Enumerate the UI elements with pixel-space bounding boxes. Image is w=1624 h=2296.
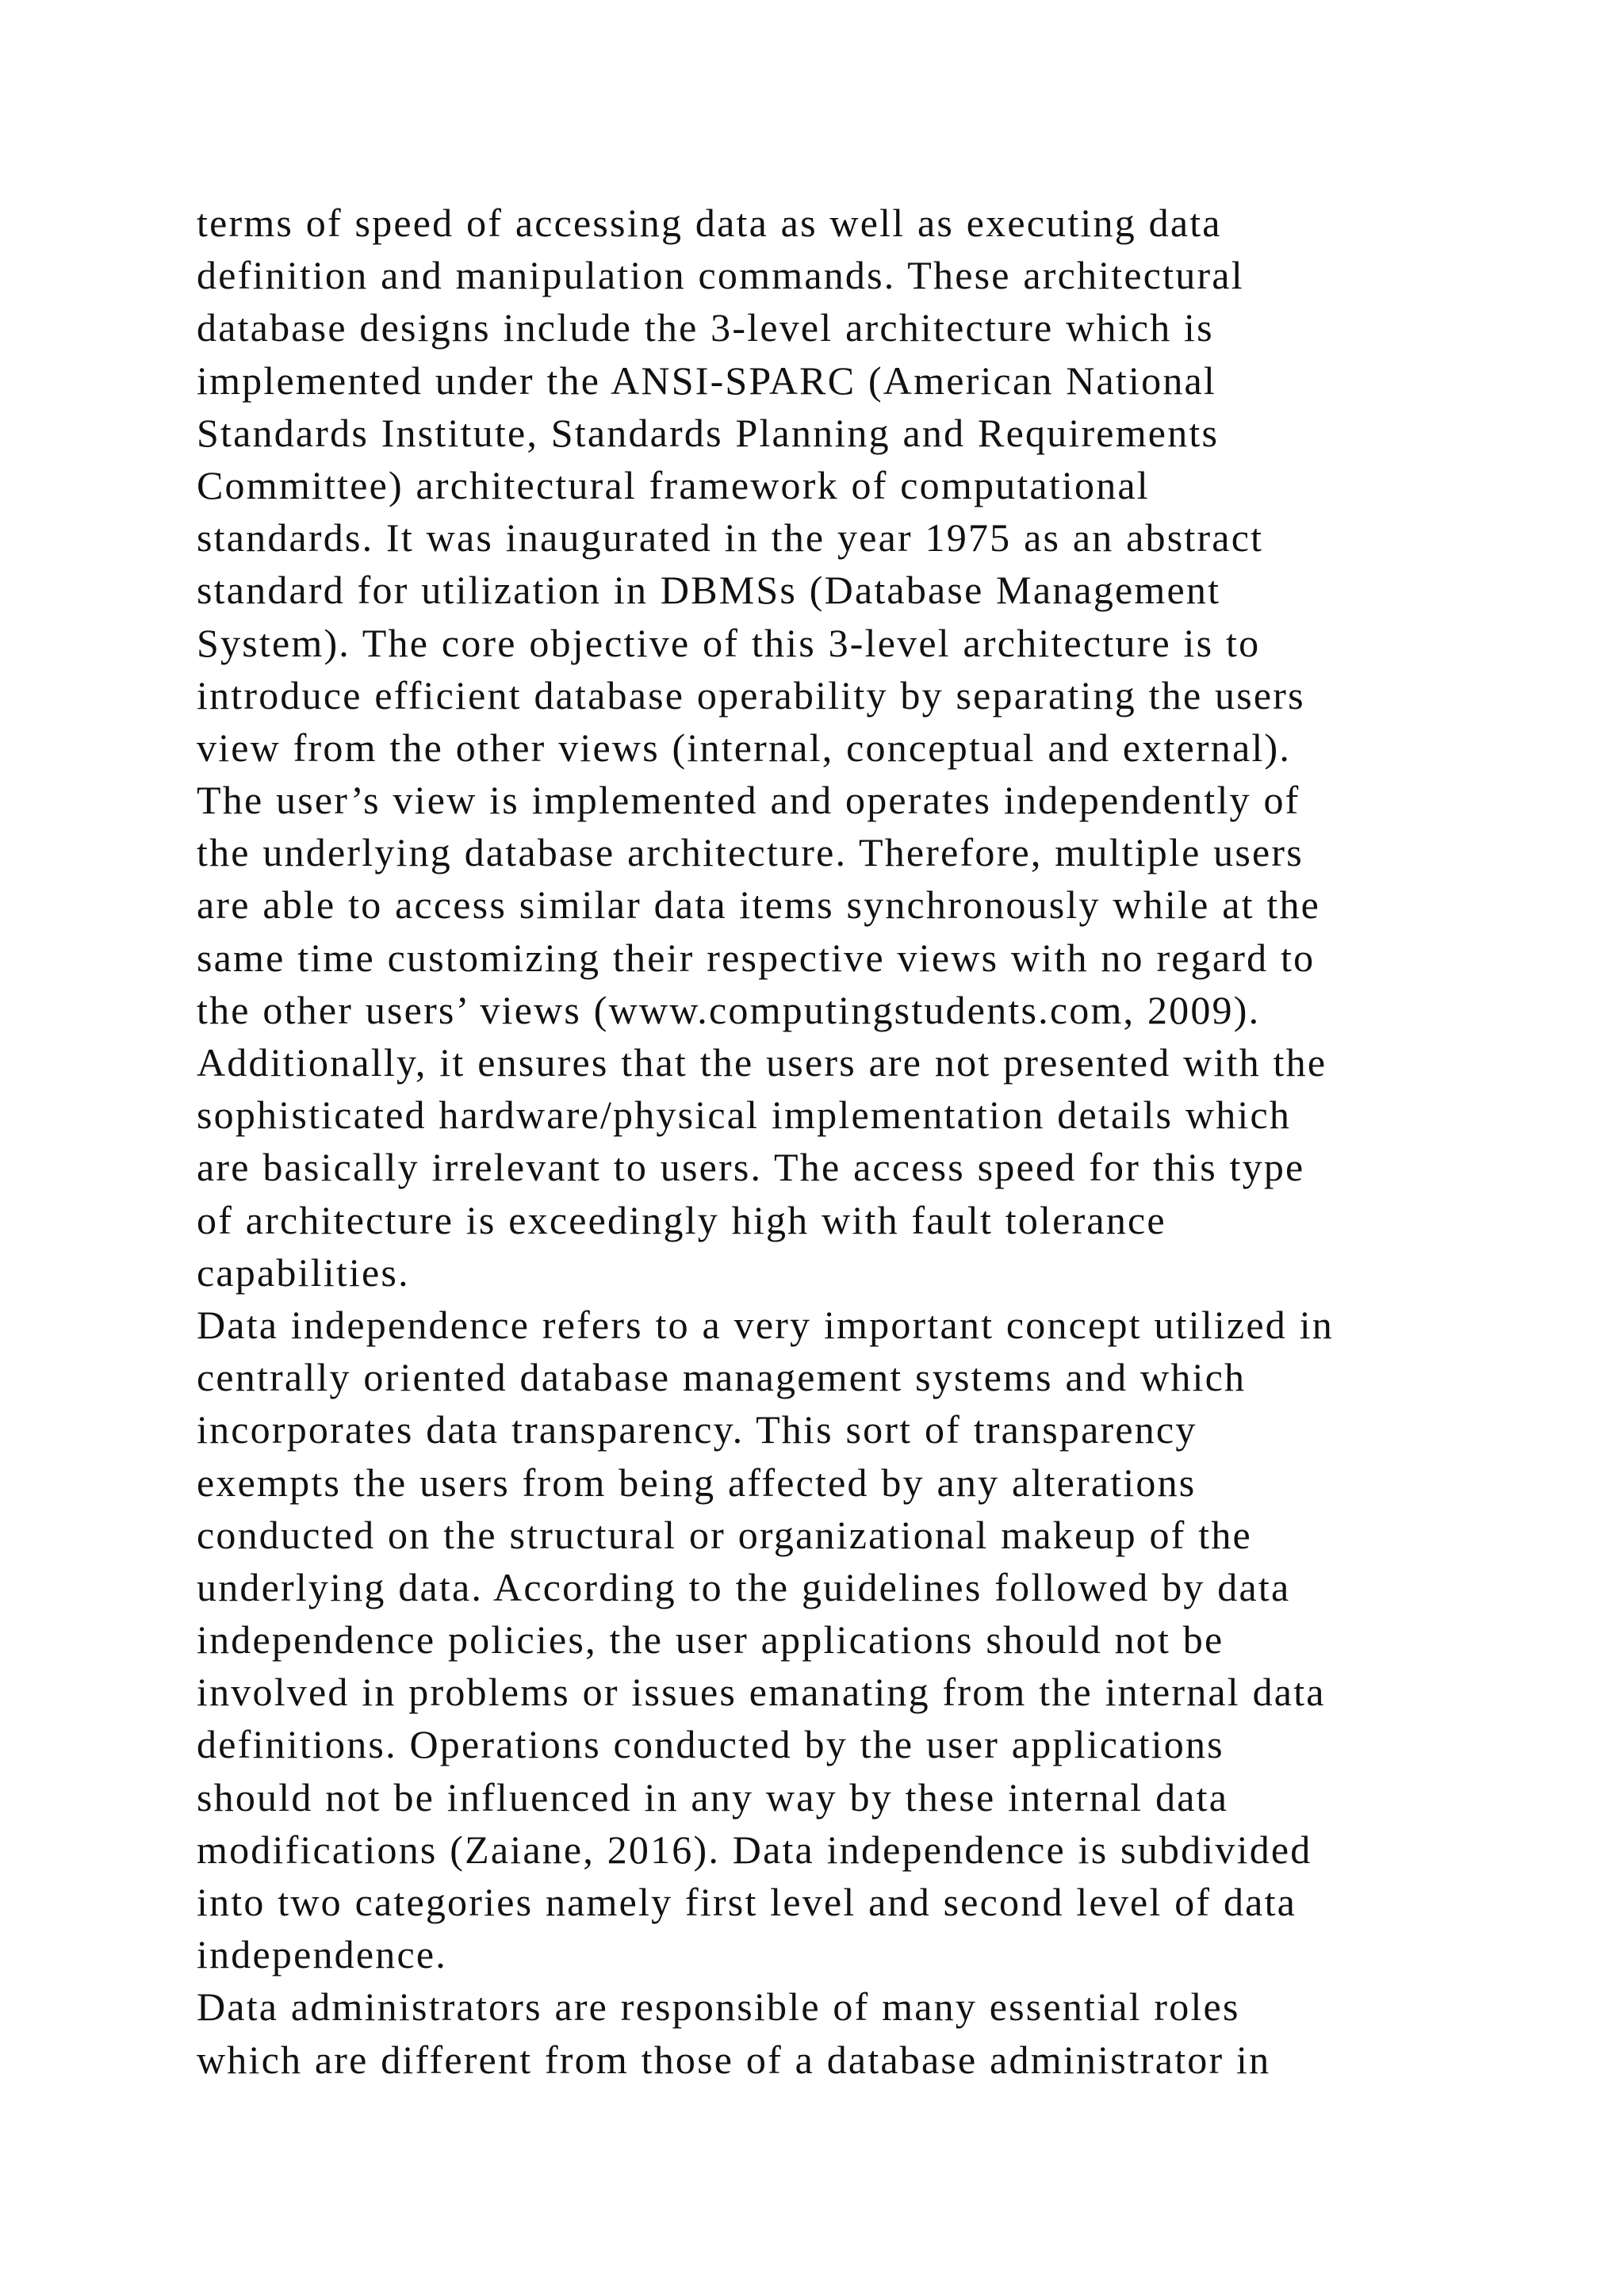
text-line: capabilities. — [197, 1249, 410, 1295]
text-line: standards. It was inaugurated in the year 1975 as an abstract — [197, 515, 1264, 561]
text-line: which are different from those of a database administrator in — [197, 2037, 1271, 2082]
text-line: exempts the users from being affected by any alterations — [197, 1460, 1197, 1505]
text-line: definition and manipulation commands. These architectural — [197, 253, 1244, 298]
text-line: view from the other views (internal, conceptual and external). — [197, 725, 1292, 770]
text-line: the other users’ views (www.computingstudents.com, 2009). — [197, 987, 1261, 1032]
text-line: underlying data. According to the guidelines followed by data — [197, 1564, 1291, 1609]
text-line: System). The core objective of this 3-level architecture is to — [197, 620, 1261, 665]
text-line: independence. — [197, 1932, 447, 1977]
text-line: definitions. Operations conducted by the user applications — [197, 1722, 1224, 1767]
text-line: conducted on the structural or organizational makeup of the — [197, 1512, 1252, 1557]
text-line: database designs include the 3-level architecture which is — [197, 305, 1214, 350]
text-line: should not be influenced in any way by these internal data — [197, 1774, 1229, 1820]
text-line: Committee) architectural framework of computational — [197, 462, 1150, 507]
text-line: the underlying database architecture. Therefore, multiple users — [197, 830, 1304, 875]
text-line: of architecture is exceedingly high with fault tolerance — [197, 1197, 1166, 1242]
text-line: Additionally, it ensures that the users are not presented with the — [197, 1040, 1327, 1085]
text-line: terms of speed of accessing data as well as executing data — [197, 201, 1222, 245]
text-line: incorporates data transparency. This sort of transparency — [197, 1407, 1197, 1452]
text-line: introduce efficient database operability by separating the users — [197, 672, 1305, 718]
text-line: The user’s view is implemented and operates independently of — [197, 778, 1300, 823]
text-line: involved in problems or issues emanating from the internal data — [197, 1670, 1326, 1715]
text-line: Standards Institute, Standards Planning and Requirements — [197, 410, 1220, 455]
text-line: Data independence refers to a very important concept utilized in — [197, 1302, 1334, 1347]
text-line: independence policies, the user applications should not be — [197, 1617, 1224, 1663]
document-body-text — [197, 197, 1465, 2086]
text-line: are able to access similar data items synchronously while at the — [197, 882, 1321, 928]
text-line: same time customizing their respective views with no regard to — [197, 935, 1316, 980]
text-line: implemented under the ANSI-SPARC (American National — [197, 358, 1216, 403]
text-line: sophisticated hardware/physical implementation details which — [197, 1093, 1292, 1138]
text-line: standard for utilization in DBMSs (Database Management — [197, 568, 1221, 613]
text-line: are basically irrelevant to users. The access speed for this type — [197, 1145, 1305, 1190]
text-line: Data administrators are responsible of many essential roles — [197, 1984, 1240, 2030]
text-line: into two categories namely first level and second level of data — [197, 1880, 1297, 1924]
text-line: centrally oriented database management systems and which — [197, 1355, 1247, 1400]
text-line: modifications (Zaiane, 2016). Data independence is subdivided — [197, 1827, 1312, 1872]
